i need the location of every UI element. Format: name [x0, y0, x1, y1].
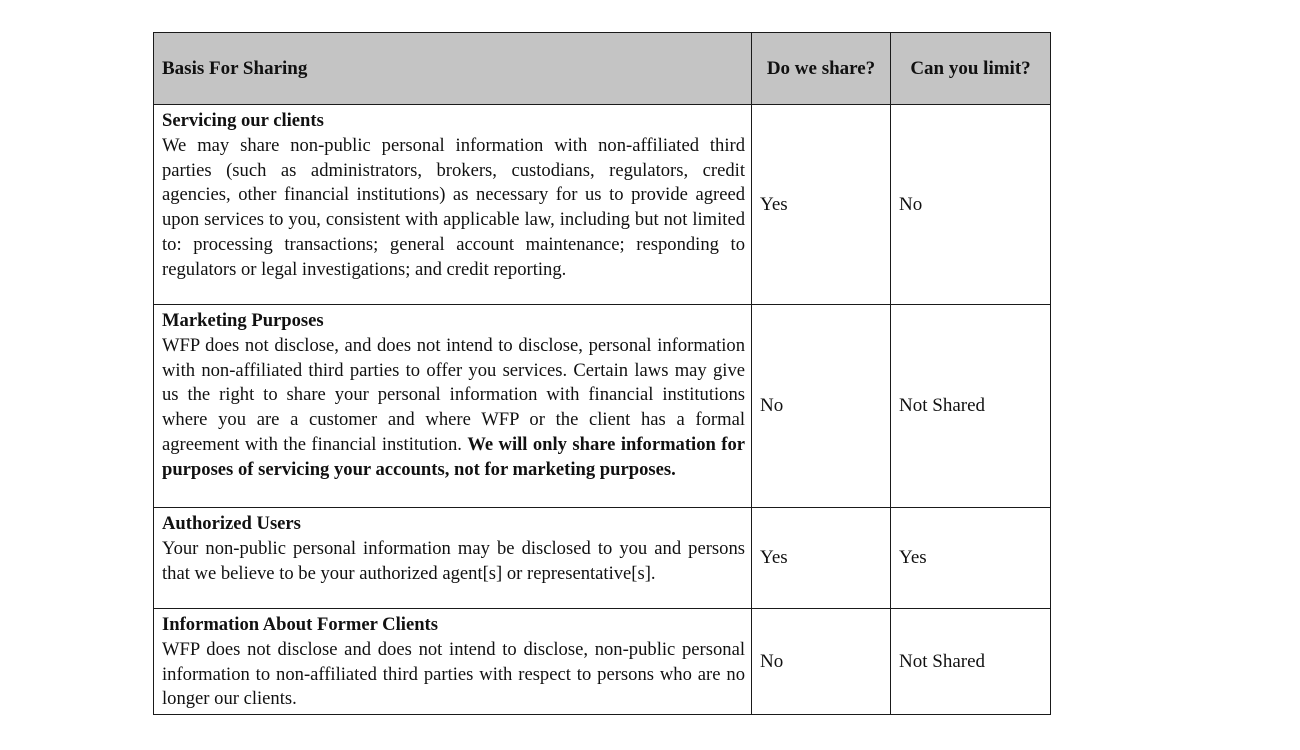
row-description-text: WFP does not disclose and does not intend to disclose, non-public personal information to non-affiliated third parties with respect to persons who are no longer our clients.	[162, 638, 745, 710]
row-description-text: WFP does not disclose, and does not intend to disclose, personal information with non-affiliated third parties to offer you services. Certain laws may give us the right to share your personal information with financial institutions where you are a customer and where WFP or the client has a formal agreement with the financial institution.	[162, 334, 745, 455]
row-description	[162, 334, 745, 483]
row-title: Information About Former Clients	[162, 614, 438, 635]
basis-cell	[154, 508, 752, 609]
basis-cell	[154, 305, 752, 508]
row-description-text: We may share non-public personal information with non-affiliated third parties (such as administrators, brokers, custodians, regulators, credit agencies, other financial institutions) as necessary for us to provide agreed upon services to you, consistent with applicable law, including but not limited to: processing transactions; general account maintenance; responding to regulators or legal investigations; and credit reporting.	[162, 134, 745, 280]
limit-cell: Not Shared	[891, 609, 1051, 715]
row-title: Authorized Users	[162, 513, 301, 534]
row-description	[162, 134, 745, 283]
limit-cell: No	[891, 105, 1051, 305]
row-description	[162, 638, 745, 712]
table-row	[154, 305, 1051, 508]
limit-cell: Not Shared	[891, 305, 1051, 508]
sharing-table	[153, 32, 1051, 715]
share-cell: No	[752, 609, 891, 715]
basis-cell	[154, 105, 752, 305]
row-title: Marketing Purposes	[162, 310, 324, 331]
table-row	[154, 105, 1051, 305]
row-description	[162, 537, 745, 587]
header-basis-for-sharing: Basis For Sharing	[154, 33, 752, 105]
basis-cell	[154, 609, 752, 715]
row-title: Servicing our clients	[162, 110, 324, 131]
table-header-row	[154, 33, 1051, 105]
header-do-we-share: Do we share?	[752, 33, 891, 105]
limit-cell: Yes	[891, 508, 1051, 609]
table-row	[154, 609, 1051, 715]
share-cell: No	[752, 305, 891, 508]
share-cell: Yes	[752, 508, 891, 609]
table-row	[154, 508, 1051, 609]
share-cell: Yes	[752, 105, 891, 305]
header-can-you-limit: Can you limit?	[891, 33, 1051, 105]
row-description-bold: We will only share information for purposes of servicing your accounts, not for marketing purposes.	[162, 433, 745, 480]
row-description-text: Your non-public personal information may be disclosed to you and persons that we believe to be your authorized agent[s] or representative[s].	[162, 537, 745, 584]
